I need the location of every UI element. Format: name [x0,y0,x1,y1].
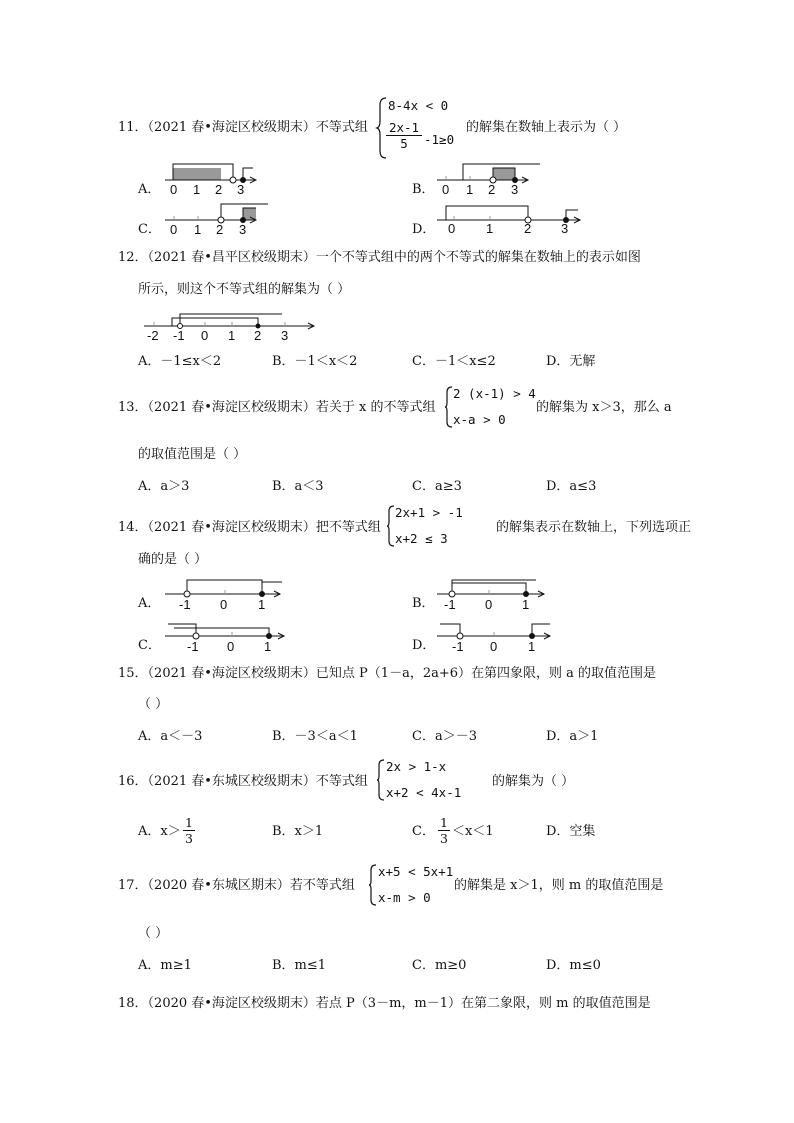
q14-option-c[interactable]: C． [138,638,161,653]
q14a-tick-0: 0 [220,597,228,612]
q12-line2: 所示，则这个不等式组的解集为（ ） [138,282,351,297]
q11b-tick-0: 0 [442,182,450,197]
q12-option-d[interactable]: D．无解 [546,354,596,369]
q12-number-line [142,304,322,342]
q17-sys1: x+5 < 5x+1 [378,864,454,879]
q11d-tick-0: 0 [448,221,456,236]
q11a-shade [173,168,221,180]
q13-option-b[interactable]: B．a＜3 [272,479,324,494]
q11-sys2-den: 5 [400,136,408,151]
q11c-tick-3: 3 [239,222,247,237]
q11-number-line-d [432,198,582,236]
q11c-tick-2: 2 [216,222,224,237]
q14-tail: 的解集表示在数轴上，下列选项正 [496,520,692,535]
q15-option-b[interactable]: B．－3＜a＜1 [272,729,358,744]
q13-lead: 13．（2021 春•海淀区校级期末）若关于 x 的不等式组 [118,400,436,415]
q11d-tick-2: 2 [524,221,532,236]
q16-lead: 16．（2021 春•东城区校级期末）不等式组 [118,774,368,789]
q17-sys2: x-m > 0 [378,890,431,905]
q14-line2: 确的是（ ） [138,552,208,567]
q16-option-d[interactable]: D．空集 [546,824,596,839]
q18-line1: 18．（2020 春•海淀区校级期末）若点 P（3－m，m－1）在第二象限，则 m 的取值范围是 [118,996,651,1011]
q11-lead: 11．（2021 春•海淀区校级期末）不等式组 [118,120,368,135]
q11-number-line-b [432,160,552,197]
q15-option-c[interactable]: C．a＞－3 [412,729,477,744]
q14b-tick-neg1: -1 [444,597,456,612]
q11-option-c[interactable]: C． [138,222,161,237]
q11b-tick-2: 2 [488,182,496,197]
q16-option-c-num: 1 [438,815,450,831]
q12-tick-1: 1 [228,328,236,343]
q13-tail: 的解集为 x＞3，那么 a [536,400,672,415]
q16-option-c-frac [438,815,450,846]
q13-line2: 的取值范围是（ ） [138,447,247,462]
q13-option-c[interactable]: C．a≥3 [412,479,462,494]
q14b-tick-1: 1 [522,597,530,612]
q11-sys1: 8-4x < 0 [388,98,449,113]
q16-option-a-den: 3 [185,831,193,846]
q16-brace [376,759,386,801]
q16-option-a-prefix[interactable]: A．x＞ [138,824,181,839]
q11c-tick-1: 1 [194,222,202,237]
q14-number-line-c [160,616,290,652]
q11d-tick-3: 3 [561,221,569,236]
q12-tick-3: 3 [281,328,289,343]
q11-option-a[interactable]: A． [138,182,161,197]
q16-option-a-num: 1 [183,815,195,831]
q11d-tick-1: 1 [486,221,494,236]
q16-option-c-den: 3 [440,831,448,846]
q11b-tick-1: 1 [466,182,474,197]
q17-brace [368,864,378,906]
q16-sys2: x+2 < 4x-1 [386,785,462,800]
q12-line1: 12．（2021 春•昌平区校级期末）一个不等式组中的两个不等式的解集在数轴上的表示如图 [118,250,641,265]
q13-sys2: x-a > 0 [453,412,506,427]
q15-option-d[interactable]: D．a＞1 [546,729,599,744]
q14-sys1: 2x+1 > -1 [395,505,463,520]
q14-number-line-b [432,574,562,610]
q11a-tick-1: 1 [193,182,201,197]
q14c-tick-0: 0 [227,639,235,654]
q12-tick-neg2: -2 [147,328,159,343]
q14d-tick-0: 0 [490,639,498,654]
q12-tick-2: 2 [254,328,262,343]
q16-option-a-frac [183,815,195,846]
q14a-tick-neg1: -1 [179,597,191,612]
q11-option-b[interactable]: B． [412,182,435,197]
q17-tail: 的解集是 x＞1，则 m 的取值范围是 [454,878,664,893]
q12-option-b[interactable]: B．－1＜x＜2 [272,354,358,369]
q17-option-a[interactable]: A．m≥1 [138,958,192,973]
q15-line2: （ ） [138,697,169,712]
q14a-tick-1: 1 [258,597,266,612]
q14d-tick-neg1: -1 [452,639,464,654]
q11-sys2-num: 2x-1 [386,120,422,136]
q11-sys2-rest: -1≥0 [424,132,455,147]
q16-sys1: 2x > 1-x [386,759,447,774]
q17-lead: 17．（2020 春•东城区期末）若不等式组 [118,878,355,893]
q11b-tick-3: 3 [511,182,519,197]
q13-option-a[interactable]: A．a＞3 [138,479,190,494]
q14c-tick-neg1: -1 [187,639,199,654]
q11a-tick-3: 3 [237,182,245,197]
q12-option-c[interactable]: C．－1＜x≤2 [412,354,496,369]
q11-number-line-a [160,160,260,197]
q12-option-a[interactable]: A．－1≤x＜2 [138,354,222,369]
q12-tick-0: 0 [201,328,209,343]
q11-sys2-frac [386,120,422,151]
q14-sys2: x+2 ≤ 3 [395,531,448,546]
q14-option-b[interactable]: B． [412,596,435,611]
q14b-tick-0: 0 [485,597,493,612]
q14-lead: 14．（2021 春•海淀区校级期末）把不等式组 [118,520,381,535]
q14-option-d[interactable]: D． [412,638,436,653]
q15-option-a[interactable]: A．a＜－3 [138,729,203,744]
q11-option-d[interactable]: D． [412,222,436,237]
q11-tail: 的解集在数轴上表示为（ ） [466,120,627,135]
q16-tail: 的解集为（ ） [492,774,575,789]
q16-option-b[interactable]: B．x＞1 [272,824,324,839]
q13-option-d[interactable]: D．a≤3 [546,479,597,494]
q12-tick-neg1: -1 [173,328,185,343]
q16-option-c-suffix: ＜x＜1 [452,824,494,839]
q11c-tick-0: 0 [170,222,178,237]
q17-option-d[interactable]: D．m≤0 [546,958,601,973]
q14-option-a[interactable]: A． [138,596,161,611]
q17-line2: （ ） [138,926,169,941]
q14c-tick-1: 1 [264,639,272,654]
q11a-tick-0: 0 [170,182,178,197]
q17-option-c[interactable]: C．m≥0 [412,958,467,973]
q11a-tick-2: 2 [215,182,223,197]
q14-number-line-d [432,616,562,652]
q17-option-b[interactable]: B．m≤1 [272,958,327,973]
q11b-shade [493,168,515,180]
q15-line1: 15．（2021 春•海淀区校级期末）已知点 P（1－a，2a+6）在第四象限，则 a 的取值范围是 [118,666,657,681]
q14d-tick-1: 1 [528,639,536,654]
q11-number-line-c [160,200,280,237]
q14-number-line-a [160,574,290,610]
q16-option-c-prefix[interactable]: C． [412,824,435,839]
q13-sys1: 2 (x-1) > 4 [453,386,536,401]
